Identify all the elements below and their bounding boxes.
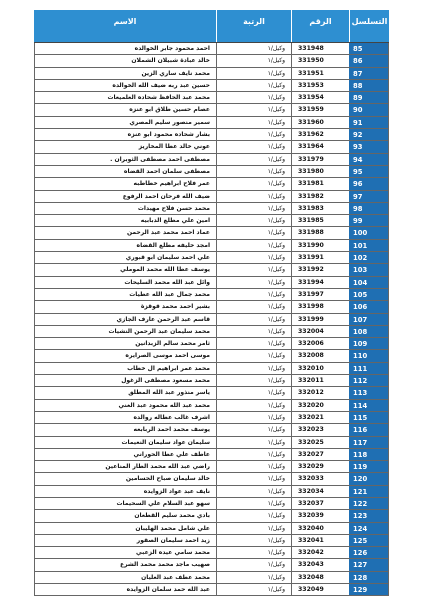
row-rank: وكيل/١ xyxy=(216,400,291,412)
row-rank: وكيل/١ xyxy=(216,277,291,289)
table-row xyxy=(34,141,389,153)
table-row xyxy=(34,55,389,67)
row-id: 332034 xyxy=(291,486,349,498)
row-name: محمد عبد الله محمود عبد الغني xyxy=(34,400,216,412)
row-name: محمد عطف عبد العليان xyxy=(34,572,216,584)
row-name: عاطف علي عطا الحوراني xyxy=(34,449,216,461)
table-row xyxy=(34,129,389,141)
row-name: بادي محمد سليم القطعان xyxy=(34,510,216,522)
row-rank: وكيل/١ xyxy=(216,535,291,547)
row-serial: 129 xyxy=(349,584,389,596)
table-row xyxy=(34,326,389,338)
row-id: 331962 xyxy=(291,129,349,141)
row-rank: وكيل/١ xyxy=(216,178,291,190)
row-name: بشار شحاده محمود ابو عنزه xyxy=(34,129,216,141)
row-serial: 122 xyxy=(349,498,389,510)
row-id: 331999 xyxy=(291,314,349,326)
row-rank: وكيل/١ xyxy=(216,375,291,387)
row-name: زيد احمد سليمان الصقور xyxy=(34,535,216,547)
row-name: عمر فلاح ابراهيم خطاطبه xyxy=(34,178,216,190)
row-name: قاسم عبد الرحمن عارف الجازي xyxy=(34,314,216,326)
row-serial: 89 xyxy=(349,92,389,104)
row-id: 332012 xyxy=(291,387,349,399)
row-name: مصطفى سلمان احمد القضاه xyxy=(34,166,216,178)
table-row xyxy=(34,338,389,350)
row-rank: وكيل/١ xyxy=(216,68,291,80)
row-id: 331997 xyxy=(291,289,349,301)
table-row xyxy=(34,178,389,190)
table-row xyxy=(34,314,389,326)
personnel-table xyxy=(34,10,389,596)
table-row xyxy=(34,252,389,264)
table-row xyxy=(34,473,389,485)
row-name: محمد سامي عيده الزعبي xyxy=(34,547,216,559)
row-serial: 120 xyxy=(349,473,389,485)
header-serial: التسلسل xyxy=(349,10,389,42)
row-id: 331981 xyxy=(291,178,349,190)
row-serial: 115 xyxy=(349,412,389,424)
table-row xyxy=(34,437,389,449)
row-id: 331998 xyxy=(291,301,349,313)
row-rank: وكيل/١ xyxy=(216,461,291,473)
table-row xyxy=(34,68,389,80)
row-rank: وكيل/١ xyxy=(216,227,291,239)
row-name: نايف عبد عواد الزوايده xyxy=(34,486,216,498)
row-serial: 88 xyxy=(349,80,389,92)
row-rank: وكيل/١ xyxy=(216,154,291,166)
row-id: 332025 xyxy=(291,437,349,449)
row-id: 332048 xyxy=(291,572,349,584)
row-serial: 92 xyxy=(349,129,389,141)
row-id: 332040 xyxy=(291,523,349,535)
row-rank: وكيل/١ xyxy=(216,43,291,55)
row-serial: 126 xyxy=(349,547,389,559)
row-name: بشير احمد محمد قوقزة xyxy=(34,301,216,313)
table-row xyxy=(34,449,389,461)
row-rank: وكيل/١ xyxy=(216,326,291,338)
row-rank: وكيل/١ xyxy=(216,289,291,301)
row-name: ثامر محمد سالم الزبدانين xyxy=(34,338,216,350)
row-serial: 117 xyxy=(349,437,389,449)
table-row xyxy=(34,523,389,535)
table-row xyxy=(34,547,389,559)
row-rank: وكيل/١ xyxy=(216,141,291,153)
row-rank: وكيل/١ xyxy=(216,437,291,449)
row-id: 331951 xyxy=(291,68,349,80)
row-id: 332008 xyxy=(291,350,349,362)
row-serial: 118 xyxy=(349,449,389,461)
table-row xyxy=(34,363,389,375)
table-row xyxy=(34,535,389,547)
row-id: 332006 xyxy=(291,338,349,350)
row-serial: 101 xyxy=(349,240,389,252)
row-name: علي احمد سليمان ابو قبوري xyxy=(34,252,216,264)
row-rank: وكيل/١ xyxy=(216,547,291,559)
table-row xyxy=(34,400,389,412)
row-name: سهو عبد السلام علي السحيمات xyxy=(34,498,216,510)
row-rank: وكيل/١ xyxy=(216,559,291,571)
row-id: 332049 xyxy=(291,584,349,596)
row-serial: 114 xyxy=(349,400,389,412)
row-rank: وكيل/١ xyxy=(216,498,291,510)
table-row xyxy=(34,191,389,203)
row-rank: وكيل/١ xyxy=(216,55,291,67)
row-rank: وكيل/١ xyxy=(216,584,291,596)
row-name: محمد جمال عبد الله عطيات xyxy=(34,289,216,301)
row-id: 331980 xyxy=(291,166,349,178)
row-id: 331983 xyxy=(291,203,349,215)
row-name: عبد الله حمد سلمان الزوايده xyxy=(34,584,216,596)
row-serial: 105 xyxy=(349,289,389,301)
table-row xyxy=(34,104,389,116)
table-row xyxy=(34,203,389,215)
row-serial: 106 xyxy=(349,301,389,313)
table-row xyxy=(34,572,389,584)
row-serial: 116 xyxy=(349,424,389,436)
row-serial: 93 xyxy=(349,141,389,153)
row-name: يوسف محمد احمد الربابعه xyxy=(34,424,216,436)
table-row xyxy=(34,264,389,276)
row-name: حسين عبد ربه ضيف الله الخوالده xyxy=(34,80,216,92)
row-serial: 94 xyxy=(349,154,389,166)
row-rank: وكيل/١ xyxy=(216,264,291,276)
row-rank: وكيل/١ xyxy=(216,203,291,215)
row-name: وائل عبد الله محمد السليحات xyxy=(34,277,216,289)
table-row xyxy=(34,486,389,498)
row-name: ياسر منذور عبد الله المطلق xyxy=(34,387,216,399)
table-row xyxy=(34,43,389,55)
row-serial: 87 xyxy=(349,68,389,80)
row-serial: 112 xyxy=(349,375,389,387)
row-rank: وكيل/١ xyxy=(216,215,291,227)
row-id: 332043 xyxy=(291,559,349,571)
row-name: علي شامل محمد الهليبان xyxy=(34,523,216,535)
table-row xyxy=(34,510,389,522)
row-id: 332010 xyxy=(291,363,349,375)
row-rank: وكيل/١ xyxy=(216,412,291,424)
row-name: محمد حسن فلاح مهيدات xyxy=(34,203,216,215)
row-name: محمد عمر ابراهيم ال خطاب xyxy=(34,363,216,375)
table-row xyxy=(34,461,389,473)
row-rank: وكيل/١ xyxy=(216,449,291,461)
row-id: 332004 xyxy=(291,326,349,338)
row-rank: وكيل/١ xyxy=(216,80,291,92)
row-name: محمد عبد الحافظ شحاده العلميعات xyxy=(34,92,216,104)
row-name: سليمان عواد سليمان النعيمات xyxy=(34,437,216,449)
row-serial: 124 xyxy=(349,523,389,535)
row-name: راضي عبد الله محمد الطار المناعين xyxy=(34,461,216,473)
header-rank: الرتبة xyxy=(216,10,291,42)
table-row xyxy=(34,117,389,129)
row-serial: 95 xyxy=(349,166,389,178)
row-name: صهيب ماجد محمد محمد الشرع xyxy=(34,559,216,571)
row-rank: وكيل/١ xyxy=(216,363,291,375)
row-serial: 90 xyxy=(349,104,389,116)
row-serial: 98 xyxy=(349,203,389,215)
row-name: محمد سليمان عبد الرحمن النشيات xyxy=(34,326,216,338)
row-rank: وكيل/١ xyxy=(216,92,291,104)
row-serial: 100 xyxy=(349,227,389,239)
row-serial: 127 xyxy=(349,559,389,571)
row-id: 332042 xyxy=(291,547,349,559)
row-name: خالد سليمان صباح الحسامين xyxy=(34,473,216,485)
header-id: الرقم xyxy=(291,10,349,42)
row-id: 332021 xyxy=(291,412,349,424)
row-id: 332023 xyxy=(291,424,349,436)
row-name: محمد مسعود مصطفى الزغول xyxy=(34,375,216,387)
row-id: 331979 xyxy=(291,154,349,166)
row-name: مصطفى احمد مصطفى الثوبران . xyxy=(34,154,216,166)
row-serial: 128 xyxy=(349,572,389,584)
row-id: 331953 xyxy=(291,80,349,92)
row-serial: 91 xyxy=(349,117,389,129)
row-name: ضيف الله فرحان احمد الرفوع xyxy=(34,191,216,203)
row-id: 332039 xyxy=(291,510,349,522)
table-body xyxy=(34,42,389,596)
row-serial: 107 xyxy=(349,314,389,326)
row-serial: 110 xyxy=(349,350,389,362)
table-row xyxy=(34,277,389,289)
table-row xyxy=(34,227,389,239)
row-id: 331994 xyxy=(291,277,349,289)
row-id: 331960 xyxy=(291,117,349,129)
row-id: 331991 xyxy=(291,252,349,264)
row-serial: 113 xyxy=(349,387,389,399)
row-id: 331954 xyxy=(291,92,349,104)
row-rank: وكيل/١ xyxy=(216,191,291,203)
row-rank: وكيل/١ xyxy=(216,301,291,313)
row-id: 331990 xyxy=(291,240,349,252)
row-serial: 99 xyxy=(349,215,389,227)
row-rank: وكيل/١ xyxy=(216,240,291,252)
row-serial: 96 xyxy=(349,178,389,190)
row-rank: وكيل/١ xyxy=(216,104,291,116)
row-rank: وكيل/١ xyxy=(216,424,291,436)
row-serial: 86 xyxy=(349,55,389,67)
row-rank: وكيل/١ xyxy=(216,314,291,326)
row-id: 332041 xyxy=(291,535,349,547)
row-serial: 85 xyxy=(349,43,389,55)
row-id: 331950 xyxy=(291,55,349,67)
row-id: 331959 xyxy=(291,104,349,116)
row-rank: وكيل/١ xyxy=(216,572,291,584)
row-serial: 97 xyxy=(349,191,389,203)
row-serial: 109 xyxy=(349,338,389,350)
table-row xyxy=(34,424,389,436)
row-name: عصام حسين طلاق ابو عنزه xyxy=(34,104,216,116)
row-rank: وكيل/١ xyxy=(216,129,291,141)
row-serial: 111 xyxy=(349,363,389,375)
row-rank: وكيل/١ xyxy=(216,338,291,350)
row-name: موسى احمد موسى الصرايره xyxy=(34,350,216,362)
table-row xyxy=(34,166,389,178)
row-name: يوسف عطا الله محمد الموملي xyxy=(34,264,216,276)
table-row xyxy=(34,387,389,399)
row-name: امين علي مطلع الدبابيه xyxy=(34,215,216,227)
row-serial: 108 xyxy=(349,326,389,338)
row-rank: وكيل/١ xyxy=(216,523,291,535)
table-row xyxy=(34,559,389,571)
row-rank: وكيل/١ xyxy=(216,252,291,264)
row-id: 331964 xyxy=(291,141,349,153)
table-row xyxy=(34,289,389,301)
table-row xyxy=(34,240,389,252)
table-header xyxy=(34,10,389,42)
row-name: اشرف غالب عطاله روالده xyxy=(34,412,216,424)
row-name: امجد خليفه مطلع القضاه xyxy=(34,240,216,252)
row-rank: وكيل/١ xyxy=(216,510,291,522)
row-name: خالد عبادة شبيلان الشملان xyxy=(34,55,216,67)
row-id: 332027 xyxy=(291,449,349,461)
row-id: 331992 xyxy=(291,264,349,276)
table-row xyxy=(34,154,389,166)
table-row xyxy=(34,412,389,424)
row-id: 332029 xyxy=(291,461,349,473)
row-serial: 121 xyxy=(349,486,389,498)
row-rank: وكيل/١ xyxy=(216,166,291,178)
table-row xyxy=(34,92,389,104)
table-row xyxy=(34,375,389,387)
row-serial: 119 xyxy=(349,461,389,473)
row-name: عوني خالد عطا المخاريز xyxy=(34,141,216,153)
table-row xyxy=(34,80,389,92)
row-id: 331948 xyxy=(291,43,349,55)
row-serial: 102 xyxy=(349,252,389,264)
row-name: محمد نايف ساري الزين xyxy=(34,68,216,80)
row-name: سمير منصور سليم المصري xyxy=(34,117,216,129)
row-id: 332033 xyxy=(291,473,349,485)
row-rank: وكيل/١ xyxy=(216,387,291,399)
row-name: احمد محمود جابر الخوالده xyxy=(34,43,216,55)
table-row xyxy=(34,350,389,362)
row-serial: 104 xyxy=(349,277,389,289)
row-name: عماد احمد محمد عبد الرحمن xyxy=(34,227,216,239)
row-id: 331982 xyxy=(291,191,349,203)
row-serial: 125 xyxy=(349,535,389,547)
table-row xyxy=(34,301,389,313)
row-id: 331988 xyxy=(291,227,349,239)
row-id: 332011 xyxy=(291,375,349,387)
header-name: الاسم xyxy=(34,10,216,42)
row-rank: وكيل/١ xyxy=(216,117,291,129)
table-row xyxy=(34,215,389,227)
row-rank: وكيل/١ xyxy=(216,486,291,498)
row-id: 332037 xyxy=(291,498,349,510)
row-rank: وكيل/١ xyxy=(216,350,291,362)
row-serial: 103 xyxy=(349,264,389,276)
row-serial: 123 xyxy=(349,510,389,522)
table-row xyxy=(34,498,389,510)
table-row xyxy=(34,584,389,596)
row-rank: وكيل/١ xyxy=(216,473,291,485)
row-id: 332020 xyxy=(291,400,349,412)
row-id: 331985 xyxy=(291,215,349,227)
